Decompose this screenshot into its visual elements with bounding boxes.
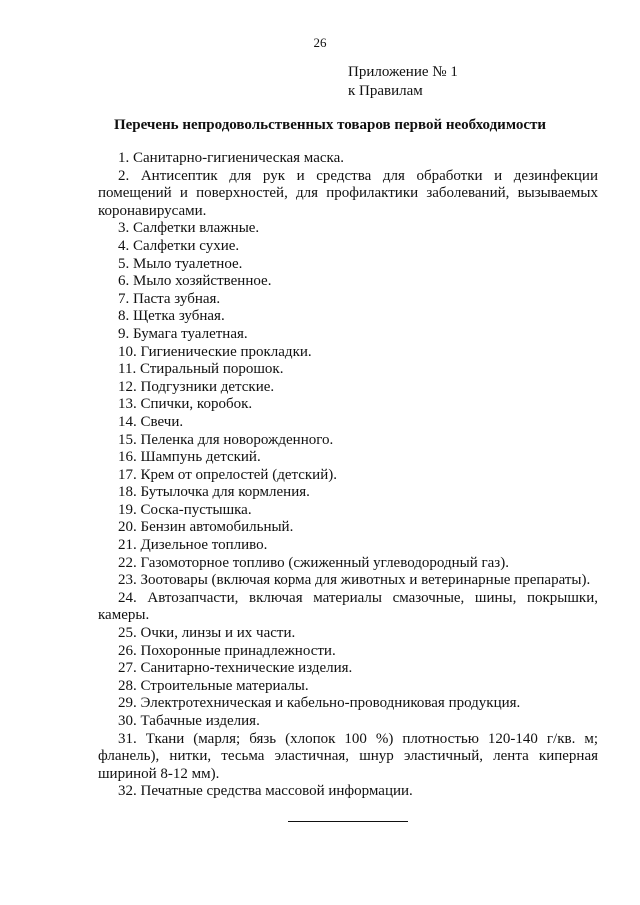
list-item: 12. Подгузники детские. <box>118 378 275 395</box>
list-item: 15. Пеленка для новорожденного. <box>118 431 334 448</box>
list-item: 19. Соска-пустышка. <box>118 501 252 518</box>
list-item: 32. Печатные средства массовой информации. <box>118 783 413 800</box>
list-item: 25. Очки, линзы и их части. <box>118 625 296 642</box>
list-item: 26. Похоронные принадлежности. <box>118 642 336 659</box>
list-item: 10. Гигиенические прокладки. <box>118 343 312 360</box>
list-item: 4. Салфетки сухие. <box>118 237 240 254</box>
list-item: 16. Шампунь детский. <box>118 449 261 466</box>
appendix-line-2: к Правилам <box>348 83 423 99</box>
appendix-label <box>348 63 458 101</box>
closing-rule <box>288 821 408 822</box>
list-item: 31. Ткани (марля; бязь (хлопок 100 %) плотностью 120-140 г/кв. м; фланель), нитки, тесьма эластичная, шнур эластичный, лента киперная шириной 8-12 мм). <box>98 730 598 782</box>
list-item: 22. Газомоторное топливо (сжиженный углеводородный газ). <box>118 554 509 571</box>
list-item: 13. Спички, коробок. <box>118 396 253 413</box>
list-item: 11. Стиральный порошок. <box>118 361 284 378</box>
list-item: 1. Санитарно-гигиеническая маска. <box>118 150 344 166</box>
appendix-line-1: Приложение № 1 <box>348 64 458 80</box>
document-title: Перечень непродовольственных товаров первой необходимости <box>113 117 547 133</box>
list-item: 20. Бензин автомобильный. <box>118 519 294 536</box>
list-item: 30. Табачные изделия. <box>118 713 260 729</box>
list-item: 27. Санитарно-технические изделия. <box>118 660 353 677</box>
list-item: 29. Электротехническая и кабельно-проводниковая продукция. <box>118 695 521 712</box>
list-item: 18. Бутылочка для кормления. <box>118 484 310 501</box>
list-item: 28. Строительные материалы. <box>118 677 309 694</box>
list-item: 8. Щетка зубная. <box>118 308 225 325</box>
list-item: 23. Зоотовары (включая корма для животных и ветеринарные препараты). <box>118 572 591 589</box>
list-item: 2. Антисептик для рук и средства для обработки и дезинфекции помещений и поверхностей, для профилактики заболеваний, вызываемых коронавирусами. <box>98 167 598 219</box>
goods-list <box>98 150 598 801</box>
list-item: 17. Крем от опрелостей (детский). <box>118 466 337 483</box>
list-item: 6. Мыло хозяйственное. <box>118 273 272 290</box>
list-item: 3. Салфетки влажные. <box>118 220 260 237</box>
list-item: 14. Свечи. <box>118 413 184 430</box>
list-item: 7. Паста зубная. <box>118 290 221 307</box>
page-number: 26 <box>313 35 327 50</box>
list-item: 9. Бумага туалетная. <box>118 325 248 342</box>
list-item: 24. Автозапчасти, включая материалы смазочные, шины, покрышки, камеры. <box>98 589 598 624</box>
list-item: 21. Дизельное топливо. <box>118 537 268 554</box>
list-item: 5. Мыло туалетное. <box>118 255 243 272</box>
